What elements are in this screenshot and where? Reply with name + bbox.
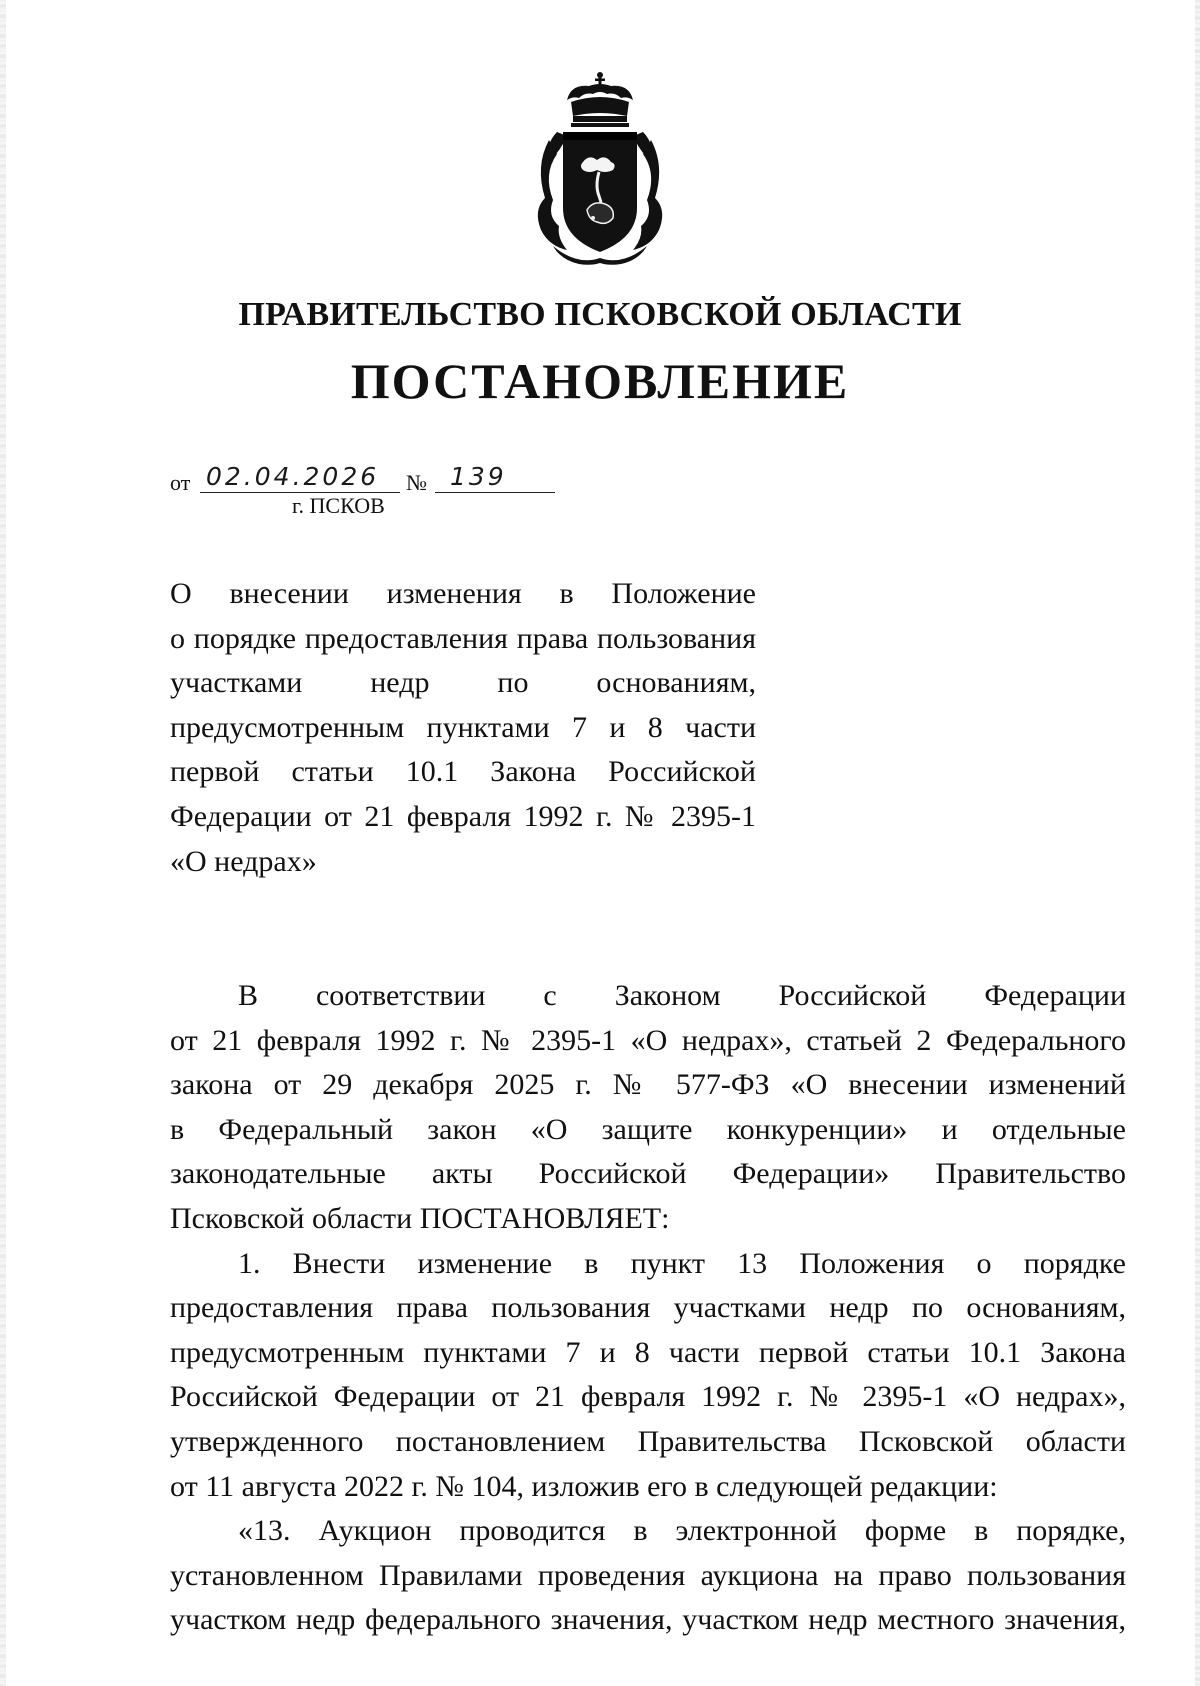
handwritten-number: 139 — [450, 462, 507, 491]
item-1-line: предоставления права пользования участками недр по основаниям, — [170, 1291, 1126, 1325]
subject-line: о порядке предоставления права пользования — [170, 621, 756, 655]
subject-line: «О недрах» — [170, 844, 317, 878]
government-title: ПРАВИТЕЛЬСТВО ПСКОВСКОЙ ОБЛАСТИ — [238, 296, 962, 333]
document-body — [170, 974, 1126, 1643]
preamble-line: законодательные акты Российской Федерации» Правительство — [170, 1157, 1126, 1191]
number-underline — [435, 492, 555, 493]
preamble-line: В соответствии с Законом Российской Федерации — [238, 979, 1126, 1012]
document-type-title: ПОСТАНОВЛЕНИЕ — [350, 353, 850, 409]
item-13-line: «13. Аукцион проводится в электронной форме в порядке, — [238, 1514, 1126, 1548]
item-1-line: Российской Федерации от 21 февраля 1992 г. № 2395-1 «О недрах», — [170, 1380, 1126, 1414]
item-1-line: 1. Внести изменение в пункт 13 Положения о порядке — [238, 1246, 1126, 1280]
item-13-line: установленном Правилами проведения аукциона на право пользования — [170, 1558, 1126, 1592]
scan-edge-right — [1195, 0, 1200, 1686]
from-label: от — [170, 470, 191, 495]
scan-edge-left — [0, 0, 6, 1686]
date-number-line — [170, 462, 570, 496]
pskov-coat-of-arms-icon — [527, 70, 673, 266]
item-1-line: предусмотренным пунктами 7 и 8 части первой статьи 10.1 Закона — [170, 1335, 1126, 1369]
number-label: № — [406, 470, 427, 495]
handwritten-date: 02.04.2026 — [206, 462, 380, 491]
preamble-line: от 21 февраля 1992 г. № 2395-1 «О недрах», статьей 2 Федерального — [170, 1023, 1126, 1057]
preamble-line: закона от 29 декабря 2025 г. № 577-ФЗ «О внесении изменений — [170, 1068, 1126, 1102]
item-1-line: от 11 августа 2022 г. № 104, изложив его в следующей редакции: — [170, 1469, 998, 1503]
document-subject — [170, 572, 756, 884]
subject-line: участками недр по основаниям, — [170, 666, 756, 700]
city-label: г. ПСКОВ — [292, 493, 385, 518]
item-13-line: участком недр федерального значения, участком недр местного значения, — [170, 1603, 1126, 1637]
subject-line: предусмотренным пунктами 7 и 8 части — [170, 710, 756, 744]
subject-line: О внесении изменения в Положение — [170, 577, 756, 610]
item-1-line: утвержденного постановлением Правительства Псковской области — [170, 1424, 1126, 1458]
subject-line: первой статьи 10.1 Закона Российской — [170, 755, 756, 789]
preamble-line: в Федеральный закон «О защите конкуренции» и отдельные — [170, 1112, 1126, 1146]
subject-line: Федерации от 21 февраля 1992 г. № 2395-1 — [170, 799, 756, 833]
preamble-line: Псковской области ПОСТАНОВЛЯЕТ: — [170, 1201, 670, 1235]
